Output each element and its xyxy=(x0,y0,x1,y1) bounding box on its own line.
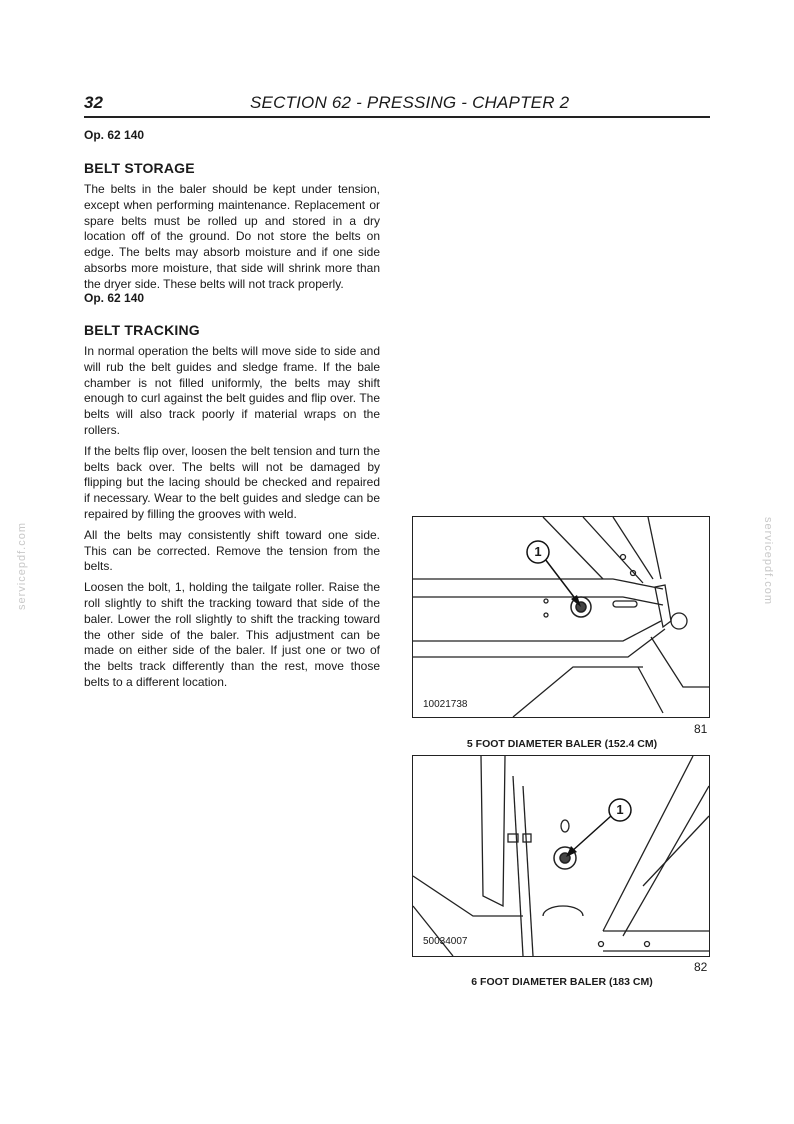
section-heading: BELT STORAGE xyxy=(84,160,195,176)
paragraph: If the belts flip over, loosen the belt tension and turn the belts back over. The belts will not be damaged by flipping but the lacing should be checked and repaired if necessary. Wear to the belt guides and sledge can be repaired by filling the grooves with weld. xyxy=(84,443,380,521)
figure-number: 82 xyxy=(694,960,708,974)
baler-6ft-illustration xyxy=(413,756,709,956)
belt-tracking-body xyxy=(84,322,380,691)
belt-storage-body xyxy=(84,160,380,293)
paragraph: Loosen the bolt, 1, holding the tailgate roller. Raise the roll slightly to shift the tracking toward that side of the baler. Lower the roll slightly to shift the tracking toward the other side of the baler. This adjustment can be made on either side of the baler. If just one or two of the belts track differently than the rest, move those belts to a different location. xyxy=(84,580,380,689)
header-rule xyxy=(84,116,710,118)
figure-image-id: 50034007 xyxy=(423,936,468,947)
baler-5ft-illustration xyxy=(413,517,709,717)
figure-number: 81 xyxy=(694,722,708,736)
section-title: SECTION 62 - PRESSING - CHAPTER 2 xyxy=(250,93,570,112)
figure-81 xyxy=(412,516,710,718)
callout-label: 1 xyxy=(534,544,542,559)
watermark-left: servicepdf.com xyxy=(15,522,28,610)
paragraph: All the belts may consistently shift toward one side. This can be corrected. Remove the tension from the belts. xyxy=(84,527,380,574)
page-number: 32 xyxy=(84,93,103,112)
belt-tracking-op xyxy=(84,291,380,305)
paragraph: In normal operation the belts will move side to side and will rub the belt guides and sledge frame. If the bale chamber is not filled uniformly, the belts may shift enough to curl against the belt guides and flip over. The belts will also track poorly if material wraps on the rollers. xyxy=(84,344,380,437)
figure-image-id: 10021738 xyxy=(423,699,468,710)
paragraph: The belts in the baler should be kept under tension, except when performing maintenance. Replacement or spare belts must be rolled up and stored in a dry location off of the ground. Do not store the belts on edge. The belts may absorb moisture and if one side absorbs more moisture, that side will shrink more than the dryer side. These belts will not track properly. xyxy=(84,182,380,291)
figure-caption: 5 FOOT DIAMETER BALER (152.4 CM) xyxy=(466,738,658,750)
op-code: Op. 62 140 xyxy=(84,128,145,142)
figure-82 xyxy=(412,755,710,957)
belt-storage-section xyxy=(84,128,380,142)
watermark-right: servicepdf.com xyxy=(761,517,774,605)
section-heading: BELT TRACKING xyxy=(84,322,200,338)
figure-caption: 6 FOOT DIAMETER BALER (183 CM) xyxy=(471,976,653,988)
op-code: Op. 62 140 xyxy=(84,291,145,305)
callout-label: 1 xyxy=(616,802,624,817)
